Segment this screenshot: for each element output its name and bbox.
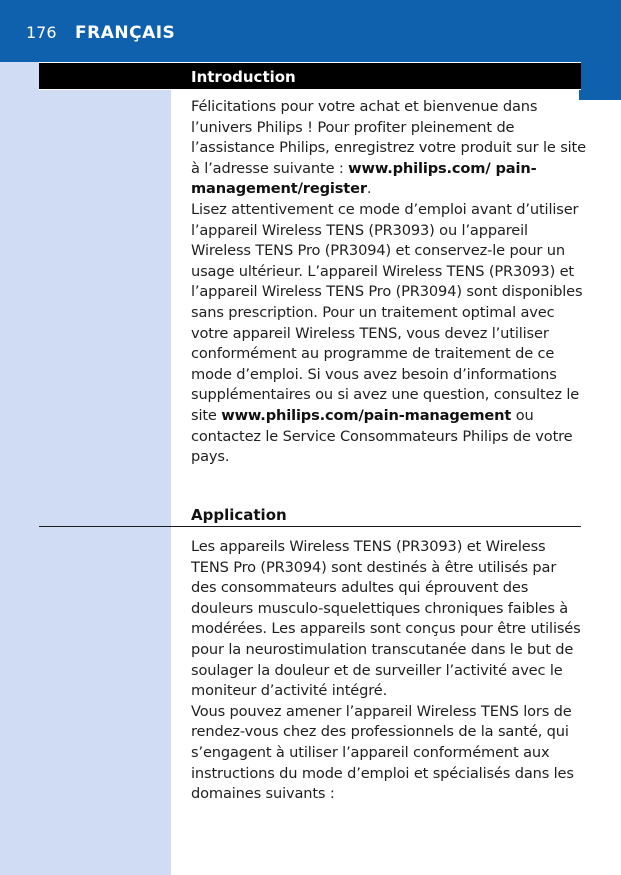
- intro-paragraph-2: [191, 200, 586, 468]
- application-heading: Application: [191, 506, 287, 524]
- intro-heading: Introduction: [191, 68, 296, 86]
- left-margin-column: [0, 62, 171, 875]
- intro-p2-text: Lisez attentivement ce mode d’emploi avant d’utiliser l’appareil Wireless TENS (PR3093) ou l’appareil Wireless TENS Pro (PR3094) et conservez-le pour un usage ultérieur. L’appareil Wireless TENS (PR3093) et l’appareil Wireless TENS Pro (PR3094) sont disponibles sans prescription. Pour un traitement optimal avec votre appareil Wireless TENS, vous devez l’utiliser conformément au programme de traitement de ce mode d’emploi. Si vous avez besoin d’informations supplémentaires ou si avez une question, consultez le site: [191, 200, 583, 424]
- register-url: www.philips.com/ pain-management/register: [191, 159, 537, 198]
- pain-management-url: www.philips.com/pain-management: [221, 406, 512, 424]
- language-title: FRANÇAIS: [75, 23, 176, 43]
- header-side-tab: [579, 62, 621, 100]
- page-number: 176: [26, 23, 57, 42]
- intro-p2-end: ou contactez le Service Consommateurs Philips de votre pays.: [191, 406, 573, 466]
- intro-p1-end: .: [366, 180, 372, 198]
- application-paragraph-1: Les appareils Wireless TENS (PR3093) et Wireless TENS Pro (PR3094) sont destinés à être utilisés par des consommateurs adultes qui éprouvent des douleurs musculo-squelettiques chroniques faibles à modérées. Les appareils sont conçus pour être utilisés pour la neurostimulation transcutanée dans le but de soulager la douleur et de surveiller l’activité avec le moniteur d’activité intégré.: [191, 538, 581, 700]
- intro-body: [191, 97, 586, 468]
- intro-heading-bar: [39, 62, 581, 90]
- intro-paragraph-1: [191, 97, 586, 200]
- intro-p1-text: Félicitations pour votre achat et bienvenue dans l’univers Philips ! Pour profiter pleinement de l’assistance Philips, enregistrez votre produit sur le site à l’adresse suivante :: [191, 98, 586, 177]
- application-body: [191, 537, 586, 805]
- application-rule: [39, 526, 581, 527]
- application-paragraph-2: Vous pouvez amener l’appareil Wireless TENS lors de rendez-vous chez des professionnels de la santé, qui s’engagent à utiliser l’appareil conformément aux instructions du mode d’emploi et spécialisés dans les domaines suivants :: [191, 702, 574, 803]
